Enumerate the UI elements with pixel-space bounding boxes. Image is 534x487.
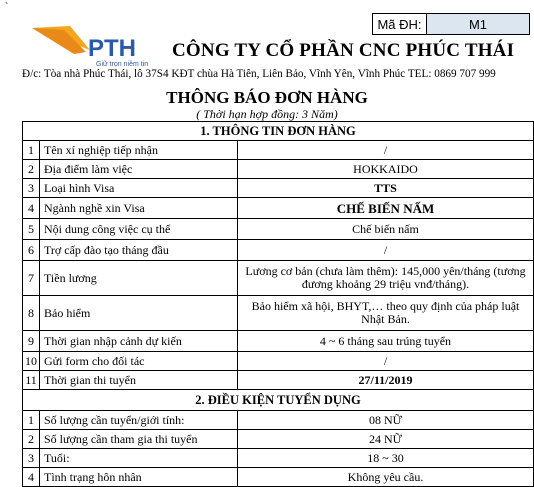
table-row	[23, 198, 534, 219]
row-label: Tuổi:	[40, 449, 238, 468]
row-number: 2	[23, 160, 40, 179]
row-label: Gửi form cho đối tác	[40, 352, 238, 371]
table-row	[23, 331, 534, 352]
company-address: Đ/c: Tòa nhà Phúc Thái, lô 37S4 KĐT chùa Hà Tiên, Liên Bảo, Vĩnh Yên, Vĩnh Phúc TEL: 0869 707 999	[22, 68, 496, 80]
row-label: Số lượng cần tham gia thi tuyển	[40, 430, 238, 449]
table-row	[23, 141, 534, 160]
row-label: Thời gian nhập cảnh dự kiến	[40, 331, 238, 352]
row-label: Số lượng cần tuyển/giới tính:	[40, 411, 238, 430]
table-row	[23, 240, 534, 261]
row-value: Không yêu cầu.	[238, 468, 534, 487]
row-value: Lương cơ bản (chưa làm thêm): 145,000 yên/tháng (tương đương khoảng 29 triệu vnđ/tháng).	[238, 261, 534, 296]
row-value: TTS	[238, 179, 534, 198]
doc-subtitle: ( Thời hạn hợp đồng: 3 Năm)	[196, 107, 338, 121]
row-number: 1	[23, 141, 40, 160]
order-table	[22, 121, 534, 487]
row-label: Bảo hiểm	[40, 296, 238, 331]
row-label: Tên xí nghiệp tiếp nhận	[40, 141, 238, 160]
row-value: 08 NỮ	[238, 411, 534, 430]
row-value: /	[238, 240, 534, 261]
row-number: 2	[23, 430, 40, 449]
row-label: Nội dung công việc cụ thể	[40, 219, 238, 240]
row-number: 10	[23, 352, 40, 371]
table-row	[23, 261, 534, 296]
table-row	[23, 411, 534, 430]
row-label: Thời gian thi tuyển	[40, 371, 238, 390]
row-label: Trợ cấp đào tạo tháng đầu	[40, 240, 238, 261]
table-row	[23, 219, 534, 240]
company-logo	[30, 20, 170, 72]
company-name: CÔNG TY CỔ PHẦN CNC PHÚC THÁI	[172, 40, 515, 61]
row-value: Bảo hiểm xã hội, BHYT,… theo quy định của pháp luật Nhật Bản.	[238, 296, 534, 331]
row-value: /	[238, 141, 534, 160]
row-value: CHẾ BIẾN NẤM	[238, 198, 534, 219]
table-row	[23, 449, 534, 468]
order-code-box	[372, 13, 530, 35]
table-row	[23, 160, 534, 179]
row-value: 27/11/2019	[238, 371, 534, 390]
row-number: 5	[23, 219, 40, 240]
section2-header	[23, 390, 534, 411]
row-label: Địa điểm làm việc	[40, 160, 238, 179]
row-number: 4	[23, 468, 40, 487]
row-number: 6	[23, 240, 40, 261]
section1-header	[23, 122, 534, 141]
row-value: HOKKAIDO	[238, 160, 534, 179]
row-number: 8	[23, 296, 40, 331]
row-value: /	[238, 352, 534, 371]
row-number: 4	[23, 198, 40, 219]
row-value: 24 NỮ	[238, 430, 534, 449]
row-number: 11	[23, 371, 40, 390]
row-number: 1	[23, 411, 40, 430]
row-label: Loại hình Visa	[40, 179, 238, 198]
logo-brand: PTH	[88, 35, 136, 62]
doc-title: THÔNG BÁO ĐƠN HÀNG	[166, 88, 368, 107]
table-row	[23, 430, 534, 449]
row-number: 9	[23, 331, 40, 352]
section1-title: 1. THÔNG TIN ĐƠN HÀNG	[23, 122, 534, 141]
row-number: 3	[23, 179, 40, 198]
row-label: Tiền lương	[40, 261, 238, 296]
table-row	[23, 296, 534, 331]
order-code-label: Mã ĐH:	[372, 13, 427, 35]
order-code-value[interactable]: M1	[427, 13, 530, 35]
row-label: Ngành nghề xin Visa	[40, 198, 238, 219]
corner-mark: `	[5, 2, 9, 13]
row-number: 3	[23, 449, 40, 468]
section2-title: 2. ĐIỀU KIỆN TUYỂN DỤNG	[23, 390, 534, 411]
row-number: 7	[23, 261, 40, 296]
table-row	[23, 352, 534, 371]
row-value: 4 ~ 6 tháng sau trúng tuyển	[238, 331, 534, 352]
row-value: Chế biến nấm	[238, 219, 534, 240]
logo-slogan: Giữ trọn niềm tin	[96, 61, 149, 68]
row-value: 18 ~ 30	[238, 449, 534, 468]
row-label: Tình trạng hôn nhân	[40, 468, 238, 487]
table-row	[23, 371, 534, 390]
table-row	[23, 468, 534, 487]
table-row	[23, 179, 534, 198]
